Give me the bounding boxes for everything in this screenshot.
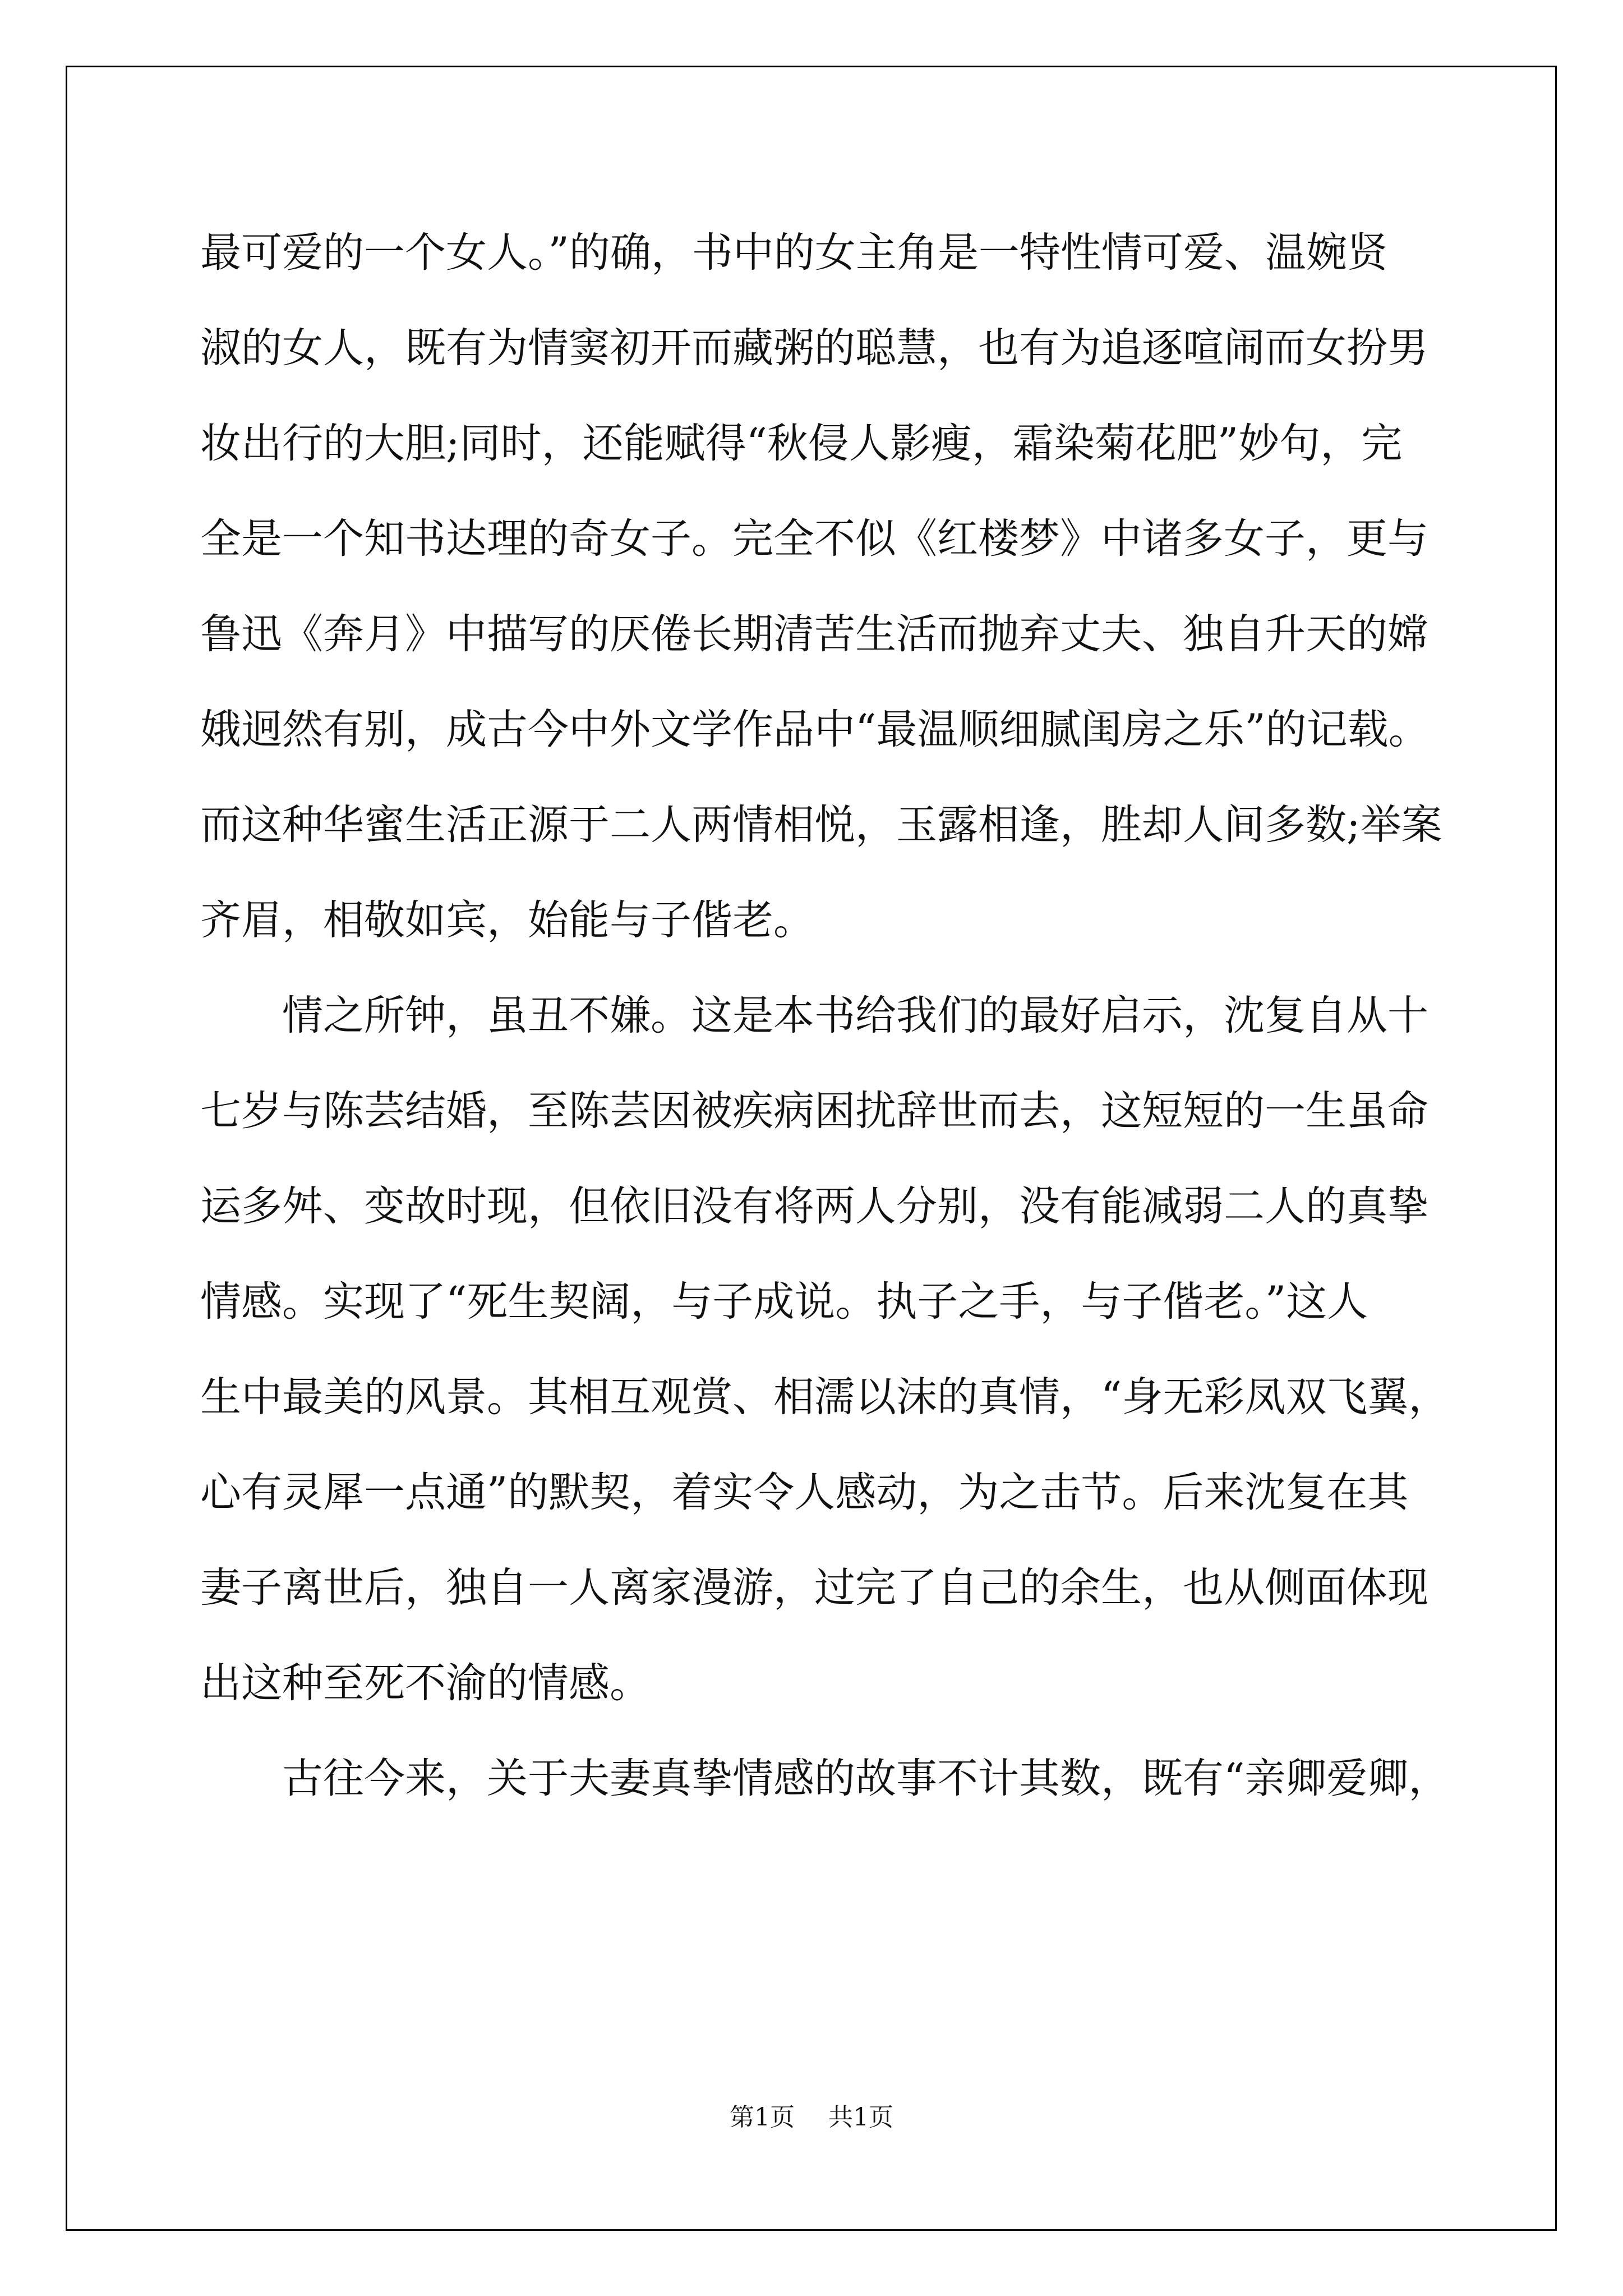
paragraph-start-line: 古往今来，关于夫妻真挚情感的故事不计其数，既有“亲卿爱卿， <box>282 1755 1450 1802</box>
text-line: 鲁迅《奔月》中描写的厌倦长期清苦生活而抛弃丈夫、独自升天的嫦 <box>200 610 1428 658</box>
text-line: 出这种至死不渝的情感。 <box>200 1659 651 1707</box>
text-line: 淑的女人，既有为情窦初开而藏粥的聪慧，也有为追逐喧闹而女扮男 <box>200 324 1428 372</box>
text-line: 而这种华蜜生活正源于二人两情相悦，玉露相逢，胜却人间多数;举案 <box>200 801 1442 849</box>
text-line: 心有灵犀一点通”的默契，着实令人感动，为之击节。后来沈复在其 <box>200 1469 1409 1516</box>
text-line: 娥迥然有别，成古今中外文学作品中“最温顺细腻闺房之乐”的记载。 <box>200 706 1430 753</box>
text-line: 七岁与陈芸结婚，至陈芸因被疾病困扰辞世而去，这短短的一生虽命 <box>200 1087 1428 1135</box>
text-line: 齐眉，相敬如宾，始能与子偕老。 <box>200 896 814 944</box>
paragraph-start-line: 情之所钟，虽丑不嫌。这是本书给我们的最好启示，沈复自从十 <box>282 992 1428 1039</box>
page-number-current: 第1页 <box>730 2103 795 2132</box>
page-number-total: 共1页 <box>828 2103 893 2132</box>
page-footer <box>0 2097 1623 2133</box>
text-line: 情感。实现了“死生契阔，与子成说。执子之手，与子偕老。”这人 <box>200 1278 1368 1326</box>
text-line: 妻子离世后，独自一人离家漫游，过完了自己的余生，也从侧面体现 <box>200 1564 1428 1612</box>
text-line: 妆出行的大胆;同时，还能赋得“秋侵人影瘦，霜染菊花肥”妙句，完 <box>200 420 1403 467</box>
text-line: 最可爱的一个女人。”的确，书中的女主角是一特性情可爱、温婉贤 <box>200 229 1388 277</box>
text-line: 运多舛、变故时现，但依旧没有将两人分别，没有能减弱二人的真挚 <box>200 1182 1428 1230</box>
text-line: 生中最美的风景。其相互观赏、相濡以沫的真情，“身无彩凤双飞翼， <box>200 1373 1450 1421</box>
text-line: 全是一个知书达理的奇女子。完全不似《红楼梦》中诸多女子，更与 <box>200 515 1428 563</box>
document-body <box>200 205 1450 1826</box>
